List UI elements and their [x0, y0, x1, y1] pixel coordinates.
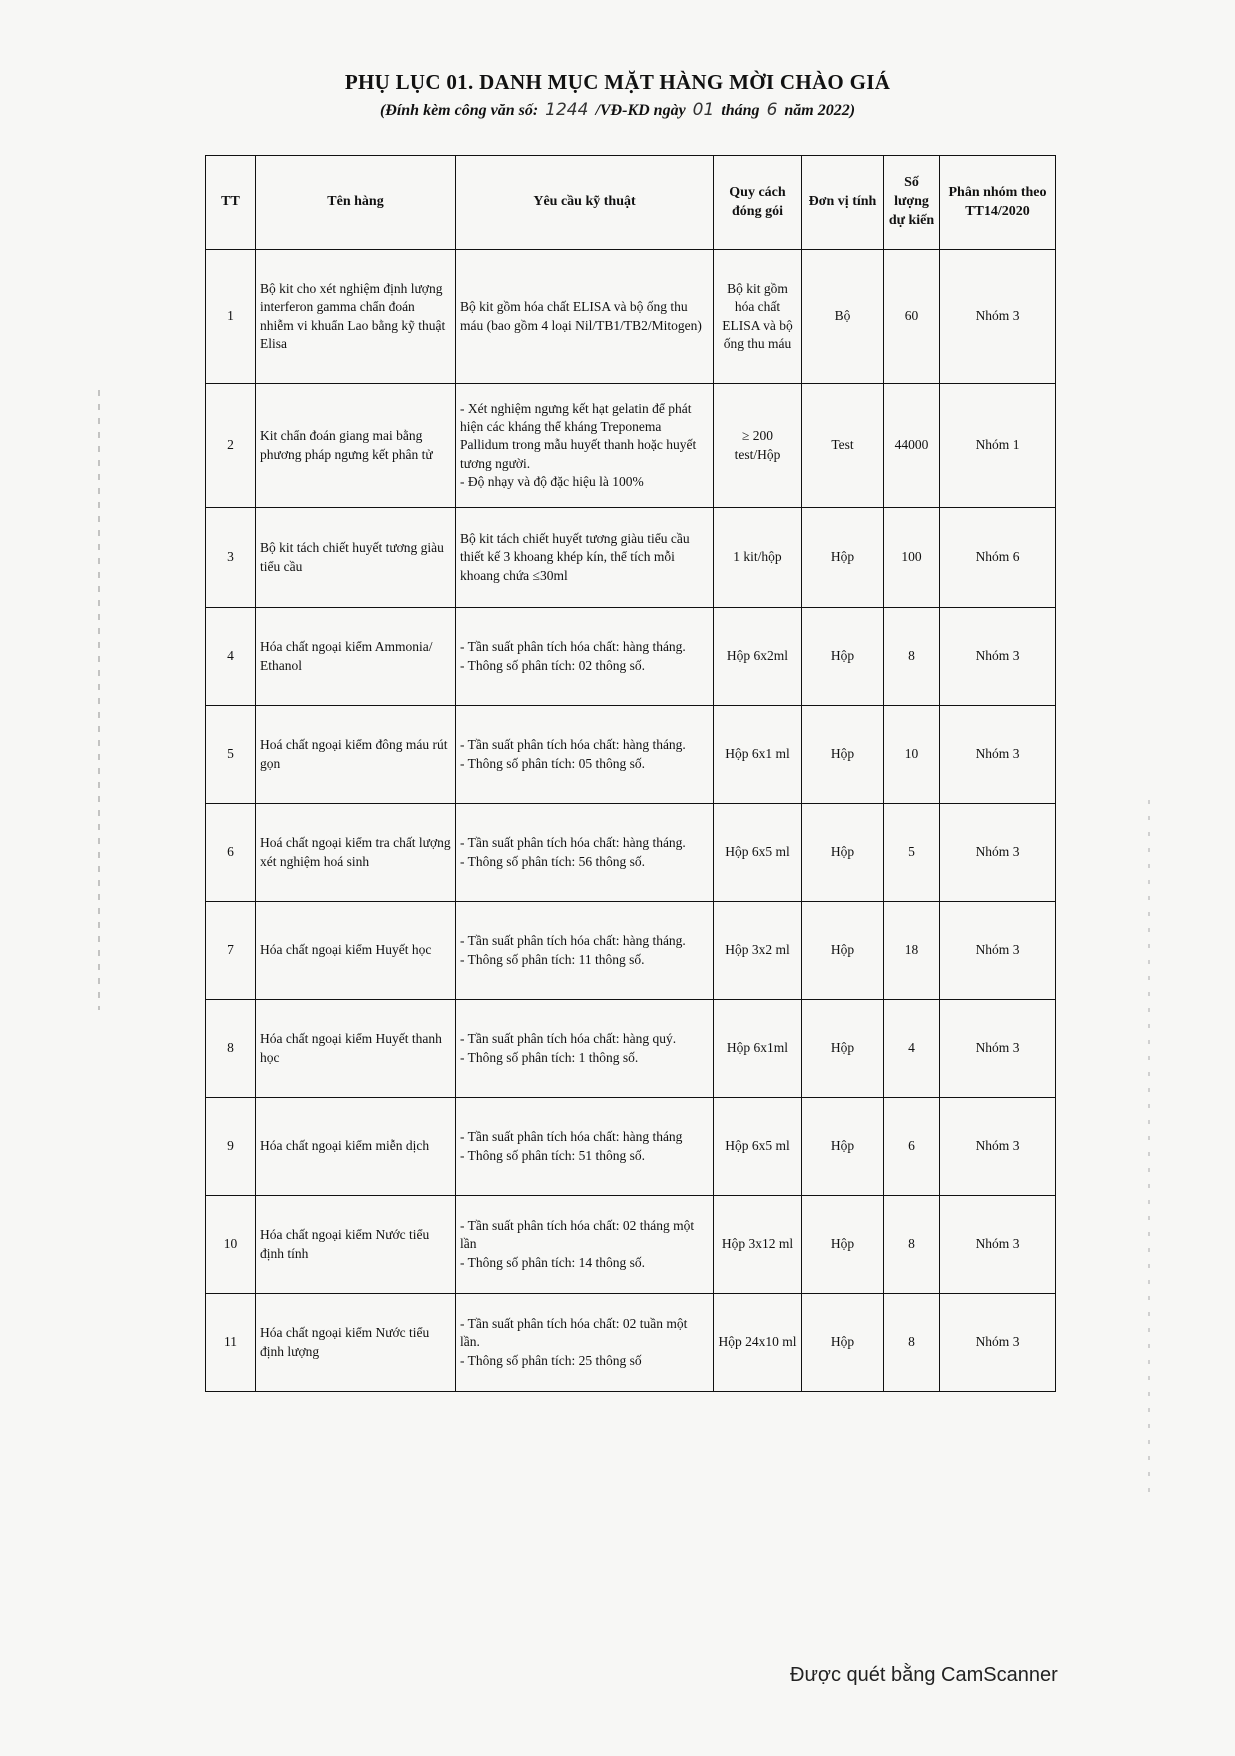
header-requirements: Yêu cầu kỹ thuật	[456, 156, 714, 250]
item-quantity: 5	[884, 804, 940, 902]
items-table	[205, 155, 1056, 1392]
item-unit: Hộp	[802, 706, 884, 804]
item-packaging: Hộp 6x1ml	[714, 1000, 802, 1098]
table-row	[206, 1000, 1056, 1098]
row-number: 9	[206, 1098, 256, 1196]
item-unit: Hộp	[802, 1294, 884, 1392]
item-unit: Bộ	[802, 250, 884, 384]
item-packaging: ≥ 200 test/Hộp	[714, 384, 802, 508]
table-row	[206, 1098, 1056, 1196]
row-number: 5	[206, 706, 256, 804]
item-quantity: 44000	[884, 384, 940, 508]
row-number: 4	[206, 608, 256, 706]
doc-day: 01	[692, 100, 715, 120]
item-packaging: Hộp 3x12 ml	[714, 1196, 802, 1294]
item-quantity: 8	[884, 1294, 940, 1392]
item-group: Nhóm 3	[940, 804, 1056, 902]
item-group: Nhóm 3	[940, 706, 1056, 804]
row-number: 8	[206, 1000, 256, 1098]
item-quantity: 10	[884, 706, 940, 804]
item-group: Nhóm 3	[940, 1196, 1056, 1294]
item-requirements: - Tần suất phân tích hóa chất: hàng tháng. - Thông số phân tích: 02 thông số.	[456, 608, 714, 706]
header-tt: TT	[206, 156, 256, 250]
table-row	[206, 902, 1056, 1000]
item-unit: Hộp	[802, 1000, 884, 1098]
item-unit: Test	[802, 384, 884, 508]
item-packaging: Hộp 6x1 ml	[714, 706, 802, 804]
item-unit: Hộp	[802, 1196, 884, 1294]
scanner-watermark: Được quét bằng CamScanner	[790, 1664, 1058, 1686]
item-requirements: - Tần suất phân tích hóa chất: 02 tháng một lần - Thông số phân tích: 14 thông số.	[456, 1196, 714, 1294]
item-name: Hoá chất ngoại kiểm tra chất lượng xét nghiệm hoá sinh	[256, 804, 456, 902]
table-row	[206, 1294, 1056, 1392]
item-unit: Hộp	[802, 804, 884, 902]
subtitle-mid1: /VĐ-KD ngày	[595, 102, 686, 119]
scan-artifact-left	[98, 390, 100, 1010]
header-packaging: Quy cách đóng gói	[714, 156, 802, 250]
item-requirements: - Tần suất phân tích hóa chất: hàng tháng. - Thông số phân tích: 56 thông số.	[456, 804, 714, 902]
item-quantity: 8	[884, 1196, 940, 1294]
item-group: Nhóm 3	[940, 1098, 1056, 1196]
row-number: 3	[206, 508, 256, 608]
item-group: Nhóm 3	[940, 1000, 1056, 1098]
item-quantity: 60	[884, 250, 940, 384]
subtitle-prefix: (Đính kèm công văn số:	[379, 102, 539, 119]
table-row	[206, 384, 1056, 508]
item-requirements: - Tần suất phân tích hóa chất: hàng quý. - Thông số phân tích: 1 thông số.	[456, 1000, 714, 1098]
item-unit: Hộp	[802, 508, 884, 608]
item-group: Nhóm 1	[940, 384, 1056, 508]
item-group: Nhóm 3	[940, 902, 1056, 1000]
item-quantity: 6	[884, 1098, 940, 1196]
item-group: Nhóm 6	[940, 508, 1056, 608]
item-name: Kit chẩn đoán giang mai bằng phương pháp ngưng kết phân tử	[256, 384, 456, 508]
item-requirements: - Tần suất phân tích hóa chất: hàng tháng - Thông số phân tích: 51 thông số.	[456, 1098, 714, 1196]
item-requirements: - Tần suất phân tích hóa chất: hàng tháng. - Thông số phân tích: 11 thông số.	[456, 902, 714, 1000]
item-requirements: - Tần suất phân tích hóa chất: 02 tuần một lần. - Thông số phân tích: 25 thông số	[456, 1294, 714, 1392]
item-name: Hóa chất ngoại kiểm Nước tiểu định tính	[256, 1196, 456, 1294]
subtitle-mid2: tháng	[721, 102, 760, 119]
header-group: Phân nhóm theo TT14/2020	[940, 156, 1056, 250]
item-quantity: 18	[884, 902, 940, 1000]
item-unit: Hộp	[802, 1098, 884, 1196]
item-name: Bộ kit tách chiết huyết tương giàu tiểu cầu	[256, 508, 456, 608]
item-requirements: Bộ kit gồm hóa chất ELISA và bộ ống thu máu (bao gồm 4 loại Nil/TB1/TB2/Mitogen)	[456, 250, 714, 384]
table-row	[206, 608, 1056, 706]
item-packaging: Bộ kit gồm hóa chất ELISA và bộ ống thu máu	[714, 250, 802, 384]
item-name: Hóa chất ngoại kiểm Huyết thanh học	[256, 1000, 456, 1098]
item-name: Hóa chất ngoại kiểm Huyết học	[256, 902, 456, 1000]
row-number: 1	[206, 250, 256, 384]
item-name: Hóa chất ngoại kiểm miễn dịch	[256, 1098, 456, 1196]
table-row	[206, 804, 1056, 902]
subtitle-suffix: năm 2022)	[784, 102, 856, 119]
item-name: Hóa chất ngoại kiểm Ammonia/ Ethanol	[256, 608, 456, 706]
scan-artifact-right	[1148, 800, 1150, 1500]
document-title: PHỤ LỤC 01. DANH MỤC MẶT HÀNG MỜI CHÀO GIÁ	[344, 70, 891, 94]
row-number: 11	[206, 1294, 256, 1392]
item-name: Hoá chất ngoại kiểm đông máu rút gọn	[256, 706, 456, 804]
item-requirements: - Tần suất phân tích hóa chất: hàng tháng. - Thông số phân tích: 05 thông số.	[456, 706, 714, 804]
item-requirements: - Xét nghiệm ngưng kết hạt gelatin để phát hiện các kháng thể kháng Treponema Pallidum trong mẫu huyết thanh hoặc huyết tương người. - Độ nhạy và độ đặc hiệu là 100%	[456, 384, 714, 508]
row-number: 2	[206, 384, 256, 508]
doc-month: 6	[766, 100, 778, 120]
item-packaging: Hộp 6x2ml	[714, 608, 802, 706]
item-unit: Hộp	[802, 608, 884, 706]
item-group: Nhóm 3	[940, 608, 1056, 706]
item-packaging: Hộp 6x5 ml	[714, 1098, 802, 1196]
table-row	[206, 508, 1056, 608]
row-number: 10	[206, 1196, 256, 1294]
doc-number: 1244	[545, 100, 589, 120]
item-packaging: 1 kit/hộp	[714, 508, 802, 608]
table-body	[206, 250, 1056, 1392]
header-unit: Đơn vị tính	[802, 156, 884, 250]
table-row	[206, 250, 1056, 384]
header-quantity: Số lượng dự kiến	[884, 156, 940, 250]
item-packaging: Hộp 24x10 ml	[714, 1294, 802, 1392]
table-row	[206, 706, 1056, 804]
row-number: 7	[206, 902, 256, 1000]
item-unit: Hộp	[802, 902, 884, 1000]
table-row	[206, 1196, 1056, 1294]
header-name: Tên hàng	[256, 156, 456, 250]
item-quantity: 8	[884, 608, 940, 706]
item-group: Nhóm 3	[940, 1294, 1056, 1392]
row-number: 6	[206, 804, 256, 902]
item-quantity: 4	[884, 1000, 940, 1098]
item-packaging: Hộp 3x2 ml	[714, 902, 802, 1000]
item-quantity: 100	[884, 508, 940, 608]
item-name: Hóa chất ngoại kiểm Nước tiểu định lượng	[256, 1294, 456, 1392]
item-group: Nhóm 3	[940, 250, 1056, 384]
item-name: Bộ kit cho xét nghiệm định lượng interferon gamma chẩn đoán nhiễm vi khuẩn Lao bằng kỹ thuật Elisa	[256, 250, 456, 384]
item-requirements: Bộ kit tách chiết huyết tương giàu tiểu cầu thiết kế 3 khoang khép kín, thể tích mỗi khoang chứa ≤30ml	[456, 508, 714, 608]
table-header-row	[206, 156, 1056, 250]
document-subtitle	[0, 100, 1235, 120]
item-packaging: Hộp 6x5 ml	[714, 804, 802, 902]
